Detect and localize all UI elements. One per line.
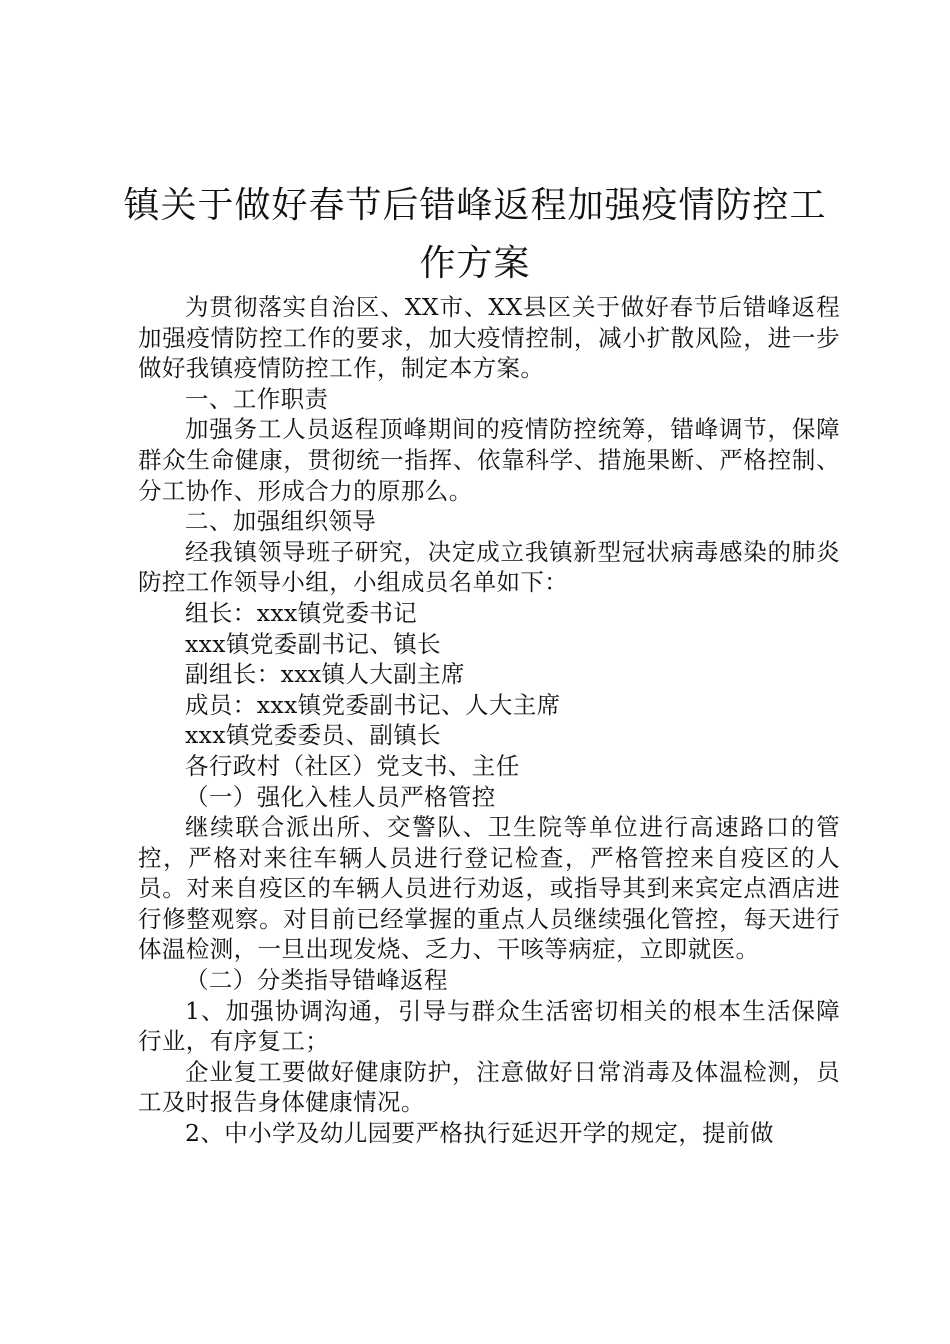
paragraph-enterprise: 企业复工要做好健康防护，注意做好日常消毒及体温检测，员工及时报告身体健康情况。: [138, 1057, 840, 1117]
paragraph-intro: 为贯彻落实自治区、XX市、XX县区关于做好春节后错峰返程加强疫情防控工作的要求，加大疫情控制，减小扩散风险，进一步做好我镇疫情防控工作，制定本方案。: [138, 293, 840, 383]
paragraph-organization: 经我镇领导班子研究，决定成立我镇新型冠状病毒感染的肺炎防控工作领导小组，小组成员名单如下：: [138, 537, 840, 597]
paragraph-item-2: 2、中小学及幼儿园要严格执行延迟开学的规定，提前做: [185, 1119, 774, 1148]
document-title-line-2: 作方案: [419, 243, 531, 284]
paragraph-item-1: 1、加强协调沟通，引导与群众生活密切相关的根本生活保障行业，有序复工；: [138, 996, 840, 1056]
member-members-3: 各行政村（社区）党支书、主任: [185, 751, 520, 780]
paragraph-section-1: 继续联合派出所、交警队、卫生院等单位进行高速路口的管控，严格对来往车辆人员进行登记检查，严格管控来自疫区的人员。对来自疫区的车辆人员进行劝返，或指导其到来宾定点酒店进行修整观察。对目前已经掌握的重点人员继续强化管控，每天进行体温检测，一旦出现发烧、乏力、干咳等病症，立即就医。: [138, 813, 840, 964]
member-members: 成员：xxx镇党委副书记、人大主席: [185, 690, 561, 719]
heading-work-duties: 一、工作职责: [185, 384, 329, 413]
heading-section-1: （一）强化入桂人员严格管控: [185, 782, 496, 811]
heading-section-2: （二）分类指导错峰返程: [185, 966, 448, 995]
paragraph-duties: 加强务工人员返程顶峰期间的疫情防控统筹，错峰调节，保障群众生命健康，贯彻统一指挥、依靠科学、措施果断、严格控制、分工协作、形成合力的原那么。: [138, 415, 840, 505]
document-body: [138, 292, 840, 1149]
heading-organization: 二、加强组织领导: [185, 507, 377, 536]
member-leader-2: xxx镇党委副书记、镇长: [185, 629, 442, 658]
member-members-2: xxx镇党委委员、副镇长: [185, 721, 442, 750]
member-leader: 组长：xxx镇党委书记: [185, 598, 418, 627]
member-deputy-leader: 副组长：xxx镇人大副主席: [185, 660, 465, 689]
document-title-line-1: 镇关于做好春节后错峰返程加强疫情防控工: [123, 185, 827, 226]
